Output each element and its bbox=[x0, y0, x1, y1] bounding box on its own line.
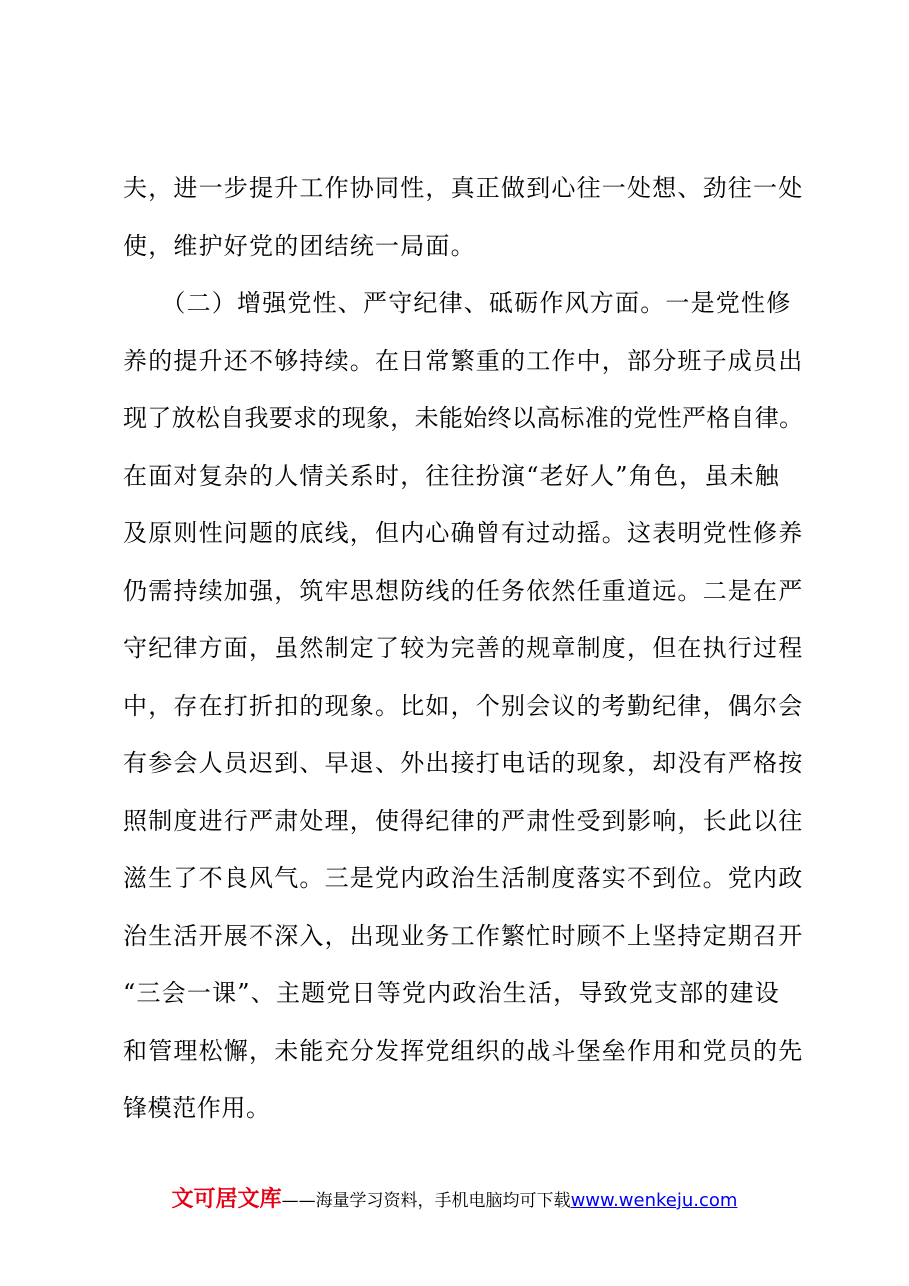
text-line: 锋模范作用。 bbox=[123, 1094, 271, 1122]
text-line: 使，维护好党的团结统一局面。 bbox=[123, 231, 476, 260]
body-text bbox=[123, 160, 803, 1138]
text-line: （二）增强党性、严守纪律、砥砺作风方面。一是党性修 bbox=[123, 289, 792, 317]
text-line: 和管理松懈，未能充分发挥党组织的战斗堡垒作用和党员的先 bbox=[123, 1036, 804, 1065]
text-line: 有参会人员迟到、早退、外出接打电话的现象，却没有严格按 bbox=[123, 749, 804, 777]
text-line: 照制度进行严肃处理，使得纪律的严肃性受到影响，长此以往 bbox=[123, 806, 804, 835]
text-line: 现了放松自我要求的现象，未能始终以高标准的党性严格自律。 bbox=[123, 404, 804, 432]
footer-banner bbox=[0, 1182, 909, 1213]
text-line: 夫，进一步提升工作协同性，真正做到心往一处想、劲往一处 bbox=[123, 174, 804, 202]
text-line: 养的提升还不够持续。在日常繁重的工作中，部分班子成员出 bbox=[123, 346, 804, 375]
text-line: 仍需持续加强，筑牢思想防线的任务依然任重道远。二是在严 bbox=[123, 576, 804, 605]
text-line: 治生活开展不深入，出现业务工作繁忙时顾不上坚持定期召开 bbox=[123, 921, 804, 950]
text-line: 中，存在打折扣的现象。比如，个别会议的考勤纪律，偶尔会 bbox=[123, 691, 804, 720]
text-line: 及原则性问题的底线，但内心确曾有过动摇。这表明党性修养 bbox=[123, 519, 804, 547]
footer-tagline: ——海量学习资料，手机电脑均可下载 bbox=[281, 1191, 571, 1211]
brand-name: 文可居文库 bbox=[171, 1187, 282, 1212]
text-line: “三会一课”、主题党日等党内政治生活，导致党支部的建设 bbox=[123, 979, 780, 1007]
text-line: 在面对复杂的人情关系时，往往扮演“老好人”角色，虽未触 bbox=[123, 461, 780, 490]
text-line: 滋生了不良风气。三是党内政治生活制度落实不到位。党内政 bbox=[123, 864, 804, 892]
text-line: 守纪律方面，虽然制定了较为完善的规章制度，但在执行过程 bbox=[123, 634, 804, 662]
website-link[interactable]: www.wenkeju.com bbox=[570, 1190, 738, 1211]
